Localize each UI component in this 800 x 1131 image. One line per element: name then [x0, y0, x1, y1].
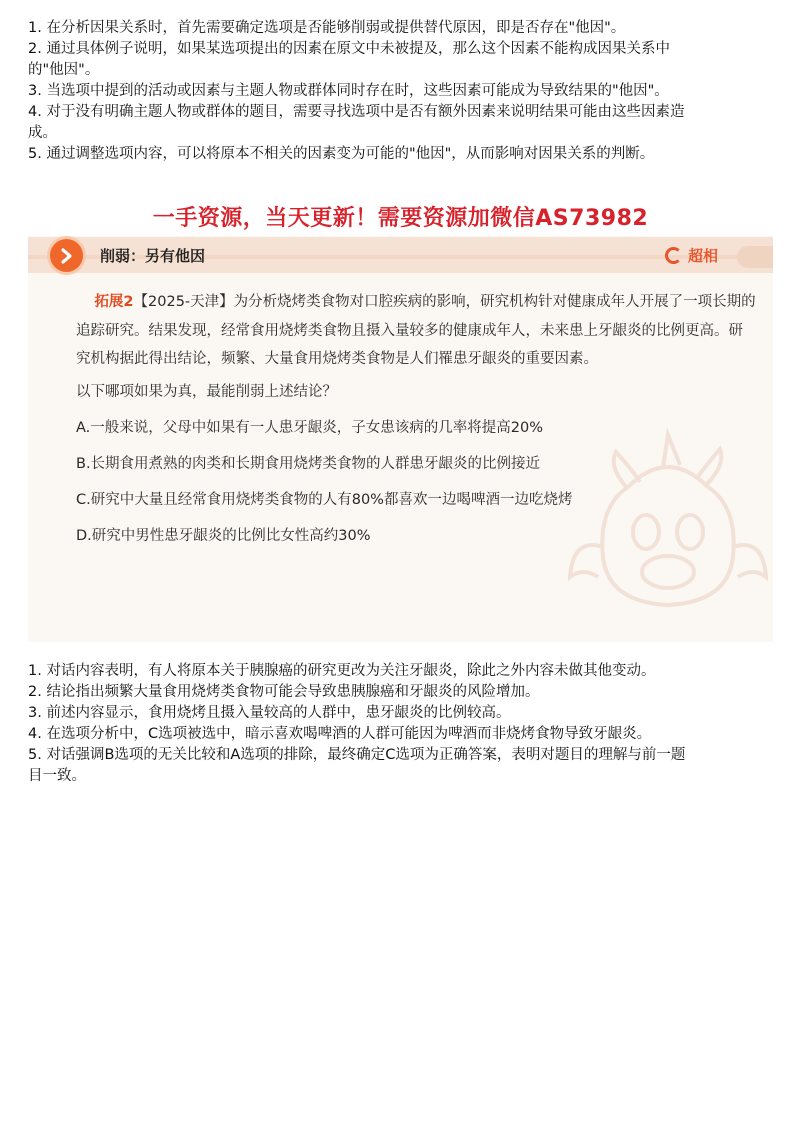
question-stem: [76, 288, 756, 374]
note-line: 1. 在分析因果关系时，首先需要确定选项是否能够削弱或提供替代原因，即是否存在"他因"。: [28, 20, 626, 36]
note-line: 2. 结论指出频繁大量食用烧烤类食物可能会导致患胰腺癌和牙龈炎的风险增加。: [28, 684, 540, 700]
note-line: 的"他因"。: [28, 62, 100, 78]
chevron-right-icon: [50, 239, 83, 272]
brand-logo-text: 超相: [688, 247, 719, 265]
option-b: B.长期食用煮熟的肉类和长期食用烧烤类食物的人群患牙龈炎的比例接近: [76, 456, 541, 472]
note-line: 成。: [28, 125, 57, 141]
question-stem-text: 【2025-天津】为分析烧烤类食物对口腔疾病的影响，研究机构针对健康成年人开展了一项长期的追踪研究。结果发现，经常食用烧烤类食物且摄入量较多的健康成年人，未来患上牙龈炎的比例更高。研究机构据此得出结论，频繁、大量食用烧烤类食物是人们罹患牙龈炎的重要因素。: [76, 294, 756, 367]
question-tag: 拓展2: [94, 294, 134, 310]
note-line: 目一致。: [28, 768, 86, 784]
brand-logo: [665, 243, 718, 269]
question-prompt: 以下哪项如果为真，最能削弱上述结论？: [76, 384, 337, 400]
mascot-illustration: [568, 427, 768, 627]
notes-bottom: [28, 661, 773, 787]
promo-banner: 一手资源，当天更新！需要资源加微信AS73982: [28, 202, 773, 236]
question-slide: [28, 202, 773, 642]
section-title: 削弱：另有他因: [100, 247, 206, 265]
header-decoration: [737, 246, 773, 268]
note-line: 2. 通过具体例子说明，如果某选项提出的因素在原文中未被提及，那么这个因素不能构成因果关系中: [28, 41, 670, 57]
notes-top: [28, 18, 773, 165]
note-line: 3. 当选项中提到的活动或因素与主题人物或群体同时存在时，这些因素可能成为导致结果的"他因"。: [28, 83, 669, 99]
option-d: D.研究中男性患牙龈炎的比例比女性高约30%: [76, 528, 371, 544]
note-line: 4. 在选项分析中，C选项被选中，暗示喜欢喝啤酒的人群可能因为啤酒而非烧烤食物导致牙龈炎。: [28, 726, 652, 742]
note-line: 1. 对话内容表明，有人将原本关于胰腺癌的研究更改为关注牙龈炎，除此之外内容未做其他变动。: [28, 663, 656, 679]
option-a: A.一般来说，父母中如果有一人患牙龈炎，子女患该病的几率将提高20%: [76, 420, 543, 436]
note-line: 5. 对话强调B选项的无关比较和A选项的排除，最终确定C选项为正确答案，表明对题目的理解与前一题: [28, 747, 686, 763]
note-line: 3. 前述内容显示，食用烧烤且摄入量较高的人群中，患牙龈炎的比例较高。: [28, 705, 511, 721]
option-c: C.研究中大量且经常食用烧烤类食物的人有80%都喜欢一边喝啤酒一边吃烧烤: [76, 492, 573, 508]
note-line: 5. 通过调整选项内容，可以将原本不相关的因素变为可能的"他因"，从而影响对因果关系的判断。: [28, 146, 655, 162]
note-line: 4. 对于没有明确主题人物或群体的题目，需要寻找选项中是否有额外因素来说明结果可能由这些因素造: [28, 104, 685, 120]
brand-logo-icon: [665, 247, 682, 264]
